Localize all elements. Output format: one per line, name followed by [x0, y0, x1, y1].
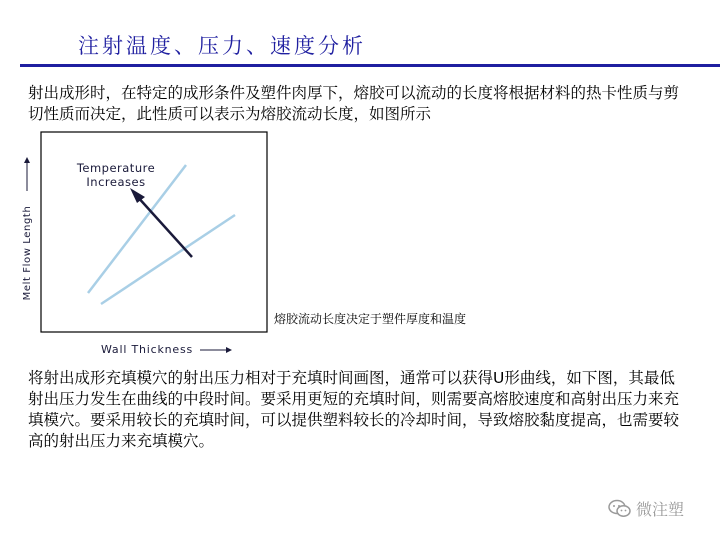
watermark [608, 497, 684, 520]
wechat-icon [608, 499, 632, 519]
melt-flow-chart [14, 128, 269, 363]
pressure-paragraph: 将射出成形充填模穴的射出压力相对于充填时间画图，通常可以获得U形曲线，如下图，其最低射出压力发生在曲线的中段时间。要采用更短的充填时间，则需要高熔胶速度和高射出压力来充填模穴。要采用较长的充填时间，可以提供塑料较长的冷却时间，导致熔胶黏度提高，也需要较高的射出压力来充填模穴。 [28, 369, 680, 450]
figure-caption: 熔胶流动长度决定于塑件厚度和温度 [274, 312, 467, 326]
annotation-increases: Increases [86, 175, 146, 189]
slide-title: 注射温度、压力、速度分析 [78, 34, 366, 58]
x-arrow-head-icon [226, 347, 232, 353]
y-arrow-head-icon [24, 157, 30, 163]
x-axis-label: Wall Thickness [100, 343, 194, 356]
title-divider [20, 64, 720, 67]
annotation-temperature: Temperature [76, 161, 156, 175]
y-axis-label: Melt Flow Length [22, 205, 33, 301]
watermark-label: 微注塑 [636, 500, 685, 519]
intro-paragraph: 射出成形时，在特定的成形条件及塑件肉厚下，熔胶可以流动的长度将根据材料的热卡性质与剪切性质而决定，此性质可以表示为熔胶流动长度，如图所示 [28, 84, 680, 123]
